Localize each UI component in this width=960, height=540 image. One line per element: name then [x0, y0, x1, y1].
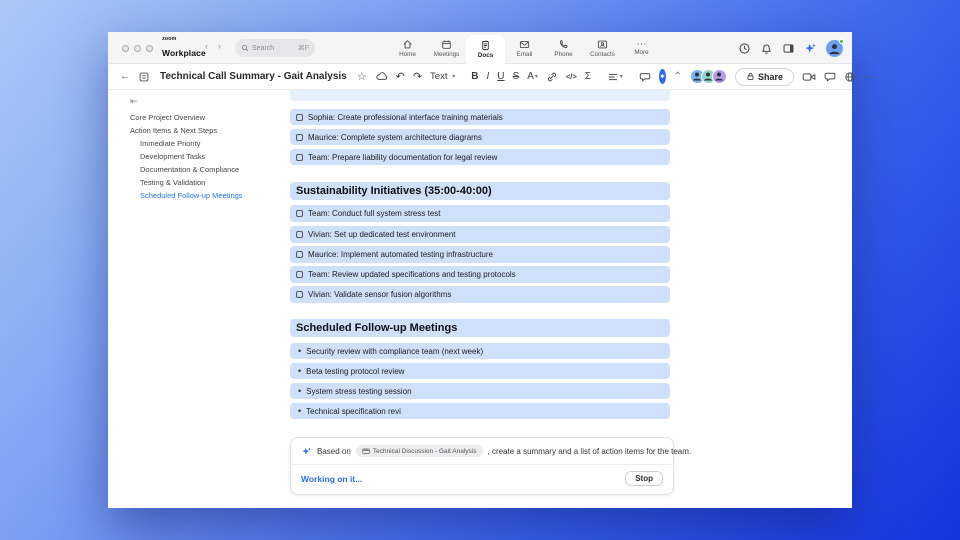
comment-icon[interactable] — [639, 71, 651, 83]
align-dropdown[interactable] — [607, 71, 623, 83]
ai-sparkle-icon — [301, 446, 312, 457]
favorite-star-icon[interactable]: ☆ — [356, 71, 367, 83]
online-status-dot — [839, 39, 844, 44]
task-row[interactable]: Team: Prepare liability documentation for legal review — [290, 149, 670, 165]
strikethrough-button[interactable]: S — [512, 71, 520, 82]
sparkle-icon: ✦ — [658, 72, 666, 81]
nav-forward-button[interactable]: › — [218, 41, 221, 51]
collapse-sidebar-icon[interactable]: ⇤ — [130, 96, 138, 106]
bullet-dot: • — [298, 386, 302, 396]
zoom-workplace-window — [108, 32, 876, 508]
search-placeholder: Search — [252, 44, 275, 52]
tab-more[interactable]: ⋯ More — [634, 38, 649, 56]
main-nav-tabs — [388, 32, 661, 64]
back-button[interactable]: ← — [120, 71, 130, 82]
tab-docs[interactable]: Docs — [466, 35, 505, 64]
chevron-down-icon: ▾ — [452, 74, 456, 80]
section-heading-sustainability: Sustainability Initiatives (35:00-40:00) — [290, 182, 670, 200]
checkbox[interactable] — [296, 231, 303, 238]
checkbox[interactable] — [296, 291, 303, 298]
italic-button[interactable]: I — [486, 71, 490, 82]
sidebar-item-core-project-overview[interactable]: Core Project Overview — [130, 113, 206, 122]
sidebar-item-documentation-compliance[interactable]: Documentation & Compliance — [140, 165, 240, 174]
text-color-dropdown[interactable]: A ▾ — [527, 71, 538, 82]
list-item[interactable]: • System stress testing session — [290, 383, 670, 399]
section-heading-followup-meetings: Scheduled Follow-up Meetings — [290, 319, 670, 337]
checkbox[interactable] — [296, 114, 303, 121]
minimize-window-button[interactable] — [134, 45, 141, 52]
task-row-partial — [290, 90, 670, 101]
tab-email[interactable]: Email — [505, 32, 544, 64]
task-row[interactable]: Team: Review updated specifications and testing protocols — [290, 266, 670, 283]
checkbox[interactable] — [296, 134, 303, 141]
task-row[interactable]: Vivian: Set up dedicated test environment — [290, 226, 670, 243]
list-item[interactable]: • Beta testing protocol review — [290, 363, 670, 379]
sidebar-item-scheduled-followup-meetings[interactable]: Scheduled Follow-up Meetings — [140, 191, 243, 200]
more-options-icon[interactable]: ⋯ — [864, 71, 876, 83]
global-search-input[interactable] — [235, 39, 315, 57]
checkbox[interactable] — [296, 251, 303, 258]
tab-contacts[interactable]: Contacts — [583, 32, 622, 64]
ai-companion-icon[interactable] — [804, 42, 817, 55]
checkbox[interactable] — [296, 154, 303, 161]
prompt-suffix: , create a summary and a list of action items for the team. — [487, 446, 692, 456]
collapse-toolbar-button[interactable]: ⌃ — [673, 71, 683, 82]
task-row[interactable]: Maurice: Complete system architecture diagrams — [290, 129, 670, 145]
search-icon — [241, 44, 249, 52]
task-row[interactable]: Vivian: Validate sensor fusion algorithms — [290, 286, 670, 303]
source-document-chip[interactable]: Technical Discussion - Gait Analysis — [356, 445, 483, 457]
tab-home[interactable]: Home — [388, 32, 427, 64]
nav-back-button[interactable]: ‹ — [205, 41, 208, 51]
undo-button[interactable]: ↶ — [395, 71, 405, 83]
more-icon: ⋯ — [636, 38, 647, 50]
zoom-workplace-logo — [162, 37, 206, 60]
cloud-sync-icon — [375, 70, 388, 83]
prompt-prefix: Based on — [317, 446, 351, 456]
sidebar-item-testing-validation[interactable]: Testing & Validation — [140, 178, 206, 187]
ai-generation-panel — [290, 437, 692, 495]
checkbox[interactable] — [296, 210, 303, 217]
email-icon — [519, 39, 530, 50]
collaborator-avatar — [712, 69, 727, 84]
calendar-icon — [441, 39, 452, 50]
bullet-dot: • — [298, 406, 302, 416]
task-row[interactable]: Team: Conduct full system stress test — [290, 205, 670, 222]
close-window-button[interactable] — [122, 45, 129, 52]
share-button[interactable]: Share — [735, 68, 794, 86]
window-controls — [122, 45, 153, 52]
side-panel-toggle-icon[interactable] — [782, 42, 795, 55]
app-topbar — [108, 32, 852, 64]
stop-button[interactable]: Stop — [625, 471, 663, 486]
contacts-icon — [597, 39, 608, 50]
lock-icon — [746, 72, 755, 81]
notifications-bell-icon[interactable] — [760, 42, 773, 55]
recording-icon — [362, 447, 370, 455]
document-content — [290, 90, 692, 495]
home-icon — [402, 39, 413, 50]
list-item[interactable]: • Technical specification revi — [290, 403, 670, 419]
document-title[interactable]: Technical Call Summary - Gait Analysis — [160, 71, 347, 82]
logo-zoom-text: zoom — [162, 36, 177, 42]
tab-phone[interactable]: Phone — [544, 32, 583, 64]
redo-button[interactable]: ↷ — [412, 71, 423, 83]
video-camera-icon[interactable] — [802, 71, 816, 83]
link-icon[interactable] — [546, 71, 558, 83]
task-row[interactable]: Maurice: Implement automated testing infrastructure — [290, 246, 670, 263]
outline-sidebar — [118, 96, 286, 202]
ai-companion-button[interactable] — [659, 69, 666, 84]
sidebar-item-action-items[interactable]: Action Items & Next Steps — [130, 126, 218, 135]
doc-home-icon[interactable] — [138, 71, 150, 83]
chevron-down-icon: ▾ — [534, 74, 538, 80]
bullet-dot: • — [298, 346, 302, 356]
document-toolbar — [108, 64, 876, 90]
chat-bubble-icon[interactable] — [824, 71, 836, 83]
document-workspace — [108, 90, 852, 508]
bullet-dot: • — [298, 366, 302, 376]
chevron-down-icon: ▾ — [619, 74, 623, 80]
checkbox[interactable] — [296, 271, 303, 278]
task-row[interactable]: Sophia: Create professional interface training materials — [290, 109, 670, 125]
text-style-dropdown[interactable]: Text ▾ — [430, 71, 456, 82]
globe-icon[interactable] — [844, 71, 856, 83]
ai-status-text: Working on it... — [301, 473, 363, 484]
logo-workplace-text: Workplace — [162, 47, 206, 58]
underline-button[interactable]: U — [497, 71, 505, 82]
collaborator-avatars[interactable] — [690, 69, 727, 84]
tab-meetings[interactable]: Meetings — [427, 32, 466, 64]
history-icon[interactable] — [738, 42, 751, 55]
formula-button[interactable]: Σ — [584, 71, 591, 82]
list-item[interactable]: • Security review with compliance team (next week) — [290, 343, 670, 359]
search-shortcut: ⌘F — [297, 45, 309, 52]
sidebar-item-development-tasks[interactable]: Development Tasks — [140, 152, 206, 161]
phone-icon — [558, 39, 569, 50]
maximize-window-button[interactable] — [146, 45, 153, 52]
code-button[interactable]: </> — [565, 72, 577, 81]
sidebar-item-immediate-priority[interactable]: Immediate Priority — [140, 139, 201, 148]
user-avatar[interactable] — [826, 40, 843, 57]
docs-icon — [480, 40, 491, 51]
bold-button[interactable]: B — [471, 71, 479, 82]
